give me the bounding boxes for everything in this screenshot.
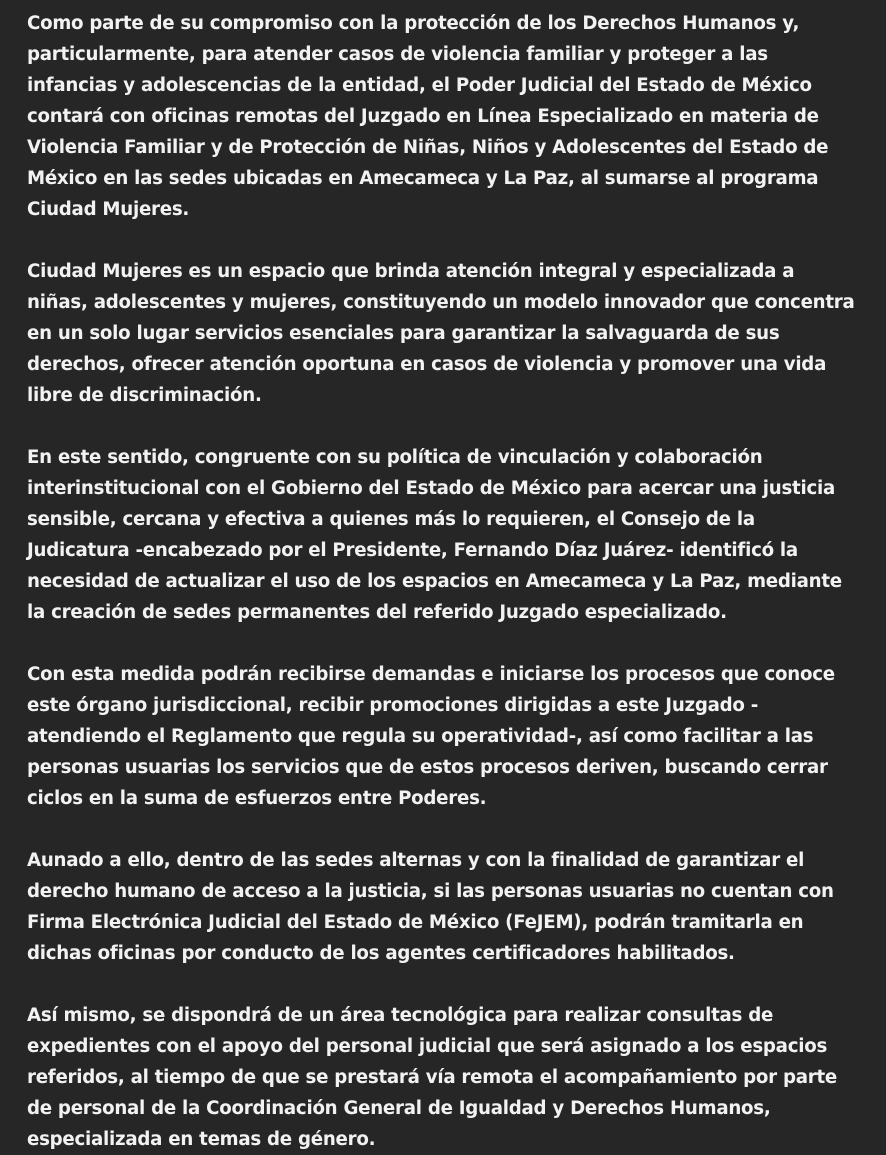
article-paragraph: Ciudad Mujeres es un espacio que brinda atención integral y especializada a niñas, adolescentes y mujeres, constituyendo un modelo innovador que concentra en un solo lugar servicios esenciales para garantizar la salvaguarda de sus derechos, ofrecer atención oportuna en casos de violencia y promover una vida libre de discriminación. [27,261,855,406]
article-paragraph: Con esta medida podrán recibirse demandas e iniciarse los procesos que conoce este órgano jurisdiccional, recibir promociones dirigidas a este Juzgado -atendiendo el Reglamento que regula su operatividad-, así como facilitar a las personas usuarias los servicios que de estos procesos deriven, buscando cerrar ciclos en la suma de esfuerzos entre Poderes. [27,664,835,809]
article-paragraph: Como parte de su compromiso con la protección de los Derechos Humanos y, particularmente, para atender casos de violencia familiar y proteger a las infancias y adolescencias de la entidad, el Poder Judicial del Estado de México contará con oficinas remotas del Juzgado en Línea Especializado en materia de Violencia Familiar y de Protección de Niñas, Niños y Adolescentes del Estado de México en las sedes ubicadas en Amecameca y La Paz, al sumarse al programa Ciudad Mujeres. [27,13,829,220]
article-paragraph: En este sentido, congruente con su política de vinculación y colaboración interinstitucional con el Gobierno del Estado de México para acercar una justicia sensible, cercana y efectiva a quienes más lo requieren, el Consejo de la Judicatura -encabezado por el Presidente, Fernando Díaz Juárez- identificó la necesidad de actualizar el uso de los espacios en Amecameca y La Paz, mediante la creación de sedes permanentes del referido Juzgado especializado. [27,447,842,623]
article-paragraph: Así mismo, se dispondrá de un área tecnológica para realizar consultas de expedientes con el apoyo del personal judicial que será asignado a los espacios referidos, al tiempo de que se prestará vía remota el acompañamiento por parte de personal de la Coordinación General de Igualdad y Derechos Humanos, especializada en temas de género. [27,1005,837,1150]
article-paragraph: Aunado a ello, dentro de las sedes alternas y con la finalidad de garantizar el derecho humano de acceso a la justicia, si las personas usuarias no cuentan con Firma Electrónica Judicial del Estado de México (FeJEM), podrán tramitarla en dichas oficinas por conducto de los agentes certificadores habilitados. [27,850,834,964]
